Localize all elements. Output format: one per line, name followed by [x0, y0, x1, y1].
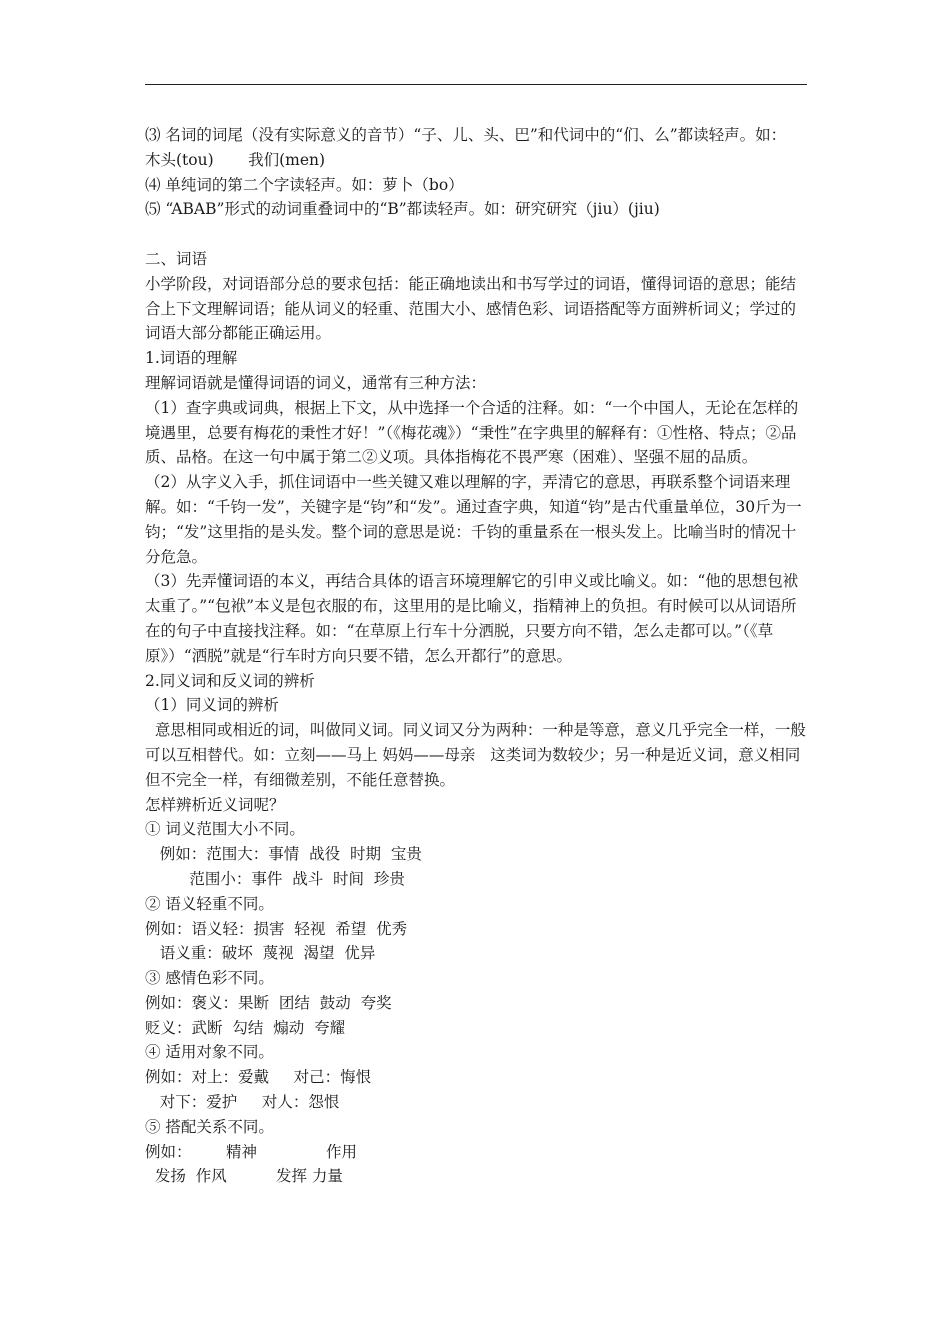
- document-body: [145, 123, 809, 1189]
- list-item: 发扬 作风 发挥 力量: [145, 1167, 343, 1186]
- paragraph: （2）从字义入手，抓住词语中一些关键又难以理解的字，弄清它的意思，再联系整个词语来理解。如：“千钧一发”，关键字是“钧”和“发”。通过查字典，知道“钧”是古代重量单位，30斤为一钧；“发”这里指的是头发。整个词的意思是说：千钧的重量系在一根头发上。比喻当时的情况十分危急。: [145, 473, 802, 566]
- paragraph: ⑷ 单纯词的第二个字读轻声。如：萝卜（bo）: [145, 175, 464, 194]
- paragraph: 木头(tou) 我们(men): [145, 150, 326, 169]
- list-item: ⑤ 搭配关系不同。: [145, 1117, 274, 1136]
- paragraph: 怎样辨析近义词呢？: [145, 795, 285, 814]
- paragraph: （3）先弄懂词语的本义，再结合具体的语言环境理解它的引申义或比喻义。如：“他的思想包袱太重了。”“包袱”本义是包衣服的布，这里用的是比喻义，指精神上的负担。有时候可以从词语所在的句子中直接找注释。如：“在草原上行车十分洒脱，只要方向不错，怎么走都可以。”（《草原》）“洒脱”就是“行车时方向只要不错，怎么开都行”的意思。: [145, 572, 799, 665]
- paragraph: ⑶ 名词的词尾（没有实际意义的音节）“子、儿、头、巴”和代词中的“们、么”都读轻声。如：: [145, 126, 787, 144]
- paragraph: 理解词语就是懂得词语的词义，通常有三种方法：: [145, 373, 487, 392]
- list-item: 例如：对上：爱戴 对己：悔恨: [145, 1068, 372, 1087]
- list-item: 例如：语义轻：损害 轻视 希望 优秀: [145, 919, 408, 938]
- list-item: ③ 感情色彩不同。: [145, 969, 274, 988]
- paragraph: （1）同义词的辨析: [145, 696, 279, 715]
- list-item: 语义重：破坏 蔑视 渴望 优异: [145, 944, 376, 963]
- list-item: 例如： 精神 作用: [145, 1142, 357, 1161]
- list-item: ① 词义范围大小不同。: [145, 820, 305, 839]
- paragraph: ⑸ “ABAB”形式的动词重叠词中的“B”都读轻声。如：研究研究（jiu）(jiu): [145, 200, 660, 219]
- blank-line: [145, 222, 809, 247]
- list-item: ④ 适用对象不同。: [145, 1043, 274, 1062]
- list-item: 例如：褒义：果断 团结 鼓动 夸奖: [145, 993, 392, 1012]
- paragraph: 小学阶段，对词语部分总的要求包括：能正确地读出和书写学过的词语，懂得词语的意思；能结合上下文理解词语；能从词义的轻重、范围大小、感情色彩、词语搭配等方面辨析词义；学过的词语大部分都能正确运用。: [145, 274, 797, 343]
- list-item: 贬义：武断 勾结 煽动 夸耀: [145, 1018, 346, 1037]
- list-item: 例如：范围大：事情 战役 时期 宝贵: [145, 845, 422, 864]
- list-item: 范围小：事件 战斗 时间 珍贵: [145, 869, 405, 888]
- paragraph: 意思相同或相近的词，叫做同义词。同义词又分为两种：一种是等意，意义几乎完全一样，一般可以互相替代。如：立刻——马上 妈妈——母亲 这类词为数较少；另一种是近义词，意义相同但不完全一样，有细微差别，不能任意替换。: [145, 721, 806, 789]
- subsection-heading: 1.词语的理解: [145, 349, 238, 368]
- paragraph: （1）查字典或词典，根据上下文，从中选择一个合适的注释。如：“一个中国人，无论在怎样的境遇里，总要有梅花的秉性才好！”（《梅花魂》）“秉性”在字典里的解释有：①性格、特点；②品质、品格。在这一句中属于第二②义项。具体指梅花不畏严寒（困难）、坚强不屈的品质。: [145, 398, 799, 467]
- list-item: 对下：爱护 对人：怨恨: [145, 1093, 340, 1112]
- header-rule: [145, 84, 807, 85]
- section-heading: 二、词语: [145, 249, 208, 268]
- subsection-heading: 2.同义词和反义词的辨析: [145, 671, 315, 690]
- list-item: ② 语义轻重不同。: [145, 894, 274, 913]
